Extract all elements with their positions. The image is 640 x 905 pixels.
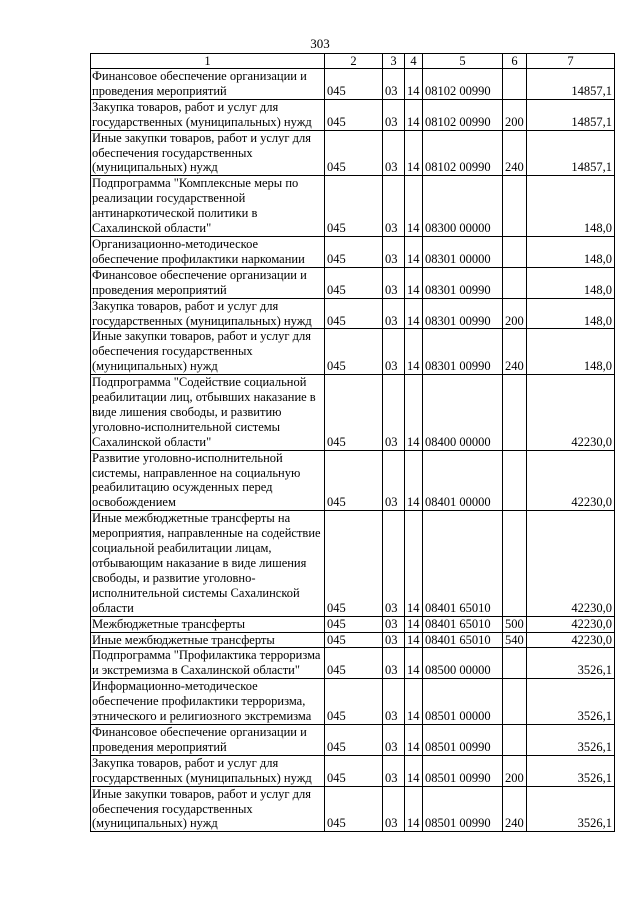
target-article-cell: 08400 00000 bbox=[423, 375, 503, 451]
ministry-code-cell: 045 bbox=[325, 679, 383, 725]
table-row bbox=[91, 755, 615, 786]
section-code-cell: 03 bbox=[383, 375, 405, 451]
subsection-code-cell: 14 bbox=[405, 329, 423, 375]
ministry-code-cell: 045 bbox=[325, 632, 383, 648]
amount-cell: 148,0 bbox=[527, 298, 615, 329]
column-number-row bbox=[91, 54, 615, 69]
section-code-cell: 03 bbox=[383, 176, 405, 237]
ministry-code-cell: 045 bbox=[325, 375, 383, 451]
table-row bbox=[91, 511, 615, 616]
amount-cell: 3526,1 bbox=[527, 755, 615, 786]
expense-type-cell bbox=[503, 267, 527, 298]
section-code-cell: 03 bbox=[383, 786, 405, 832]
target-article-cell: 08301 00990 bbox=[423, 267, 503, 298]
expense-type-cell bbox=[503, 679, 527, 725]
target-article-cell: 08501 00990 bbox=[423, 755, 503, 786]
table-body bbox=[91, 69, 615, 832]
expense-type-cell bbox=[503, 450, 527, 511]
ministry-code-cell: 045 bbox=[325, 511, 383, 616]
column-header: 6 bbox=[503, 54, 527, 69]
target-article-cell: 08301 00990 bbox=[423, 329, 503, 375]
expense-type-cell: 200 bbox=[503, 99, 527, 130]
ministry-code-cell: 045 bbox=[325, 724, 383, 755]
amount-cell: 148,0 bbox=[527, 236, 615, 267]
amount-cell: 42230,0 bbox=[527, 511, 615, 616]
target-article-cell: 08501 00000 bbox=[423, 679, 503, 725]
ministry-code-cell: 045 bbox=[325, 130, 383, 176]
subsection-code-cell: 14 bbox=[405, 648, 423, 679]
row-name-cell: Закупка товаров, работ и услуг для государственных (муниципальных) нужд bbox=[91, 99, 325, 130]
subsection-code-cell: 14 bbox=[405, 616, 423, 632]
row-name-cell: Иные межбюджетные трансферты bbox=[91, 632, 325, 648]
row-name-cell: Иные закупки товаров, работ и услуг для обеспечения государственных (муниципальных) нужд bbox=[91, 786, 325, 832]
section-code-cell: 03 bbox=[383, 298, 405, 329]
subsection-code-cell: 14 bbox=[405, 679, 423, 725]
expense-type-cell: 200 bbox=[503, 298, 527, 329]
amount-cell: 42230,0 bbox=[527, 632, 615, 648]
table-row bbox=[91, 329, 615, 375]
expense-type-cell bbox=[503, 69, 527, 100]
row-name-cell: Межбюджетные трансферты bbox=[91, 616, 325, 632]
ministry-code-cell: 045 bbox=[325, 99, 383, 130]
amount-cell: 42230,0 bbox=[527, 450, 615, 511]
section-code-cell: 03 bbox=[383, 99, 405, 130]
section-code-cell: 03 bbox=[383, 648, 405, 679]
column-header: 2 bbox=[325, 54, 383, 69]
table-row bbox=[91, 648, 615, 679]
subsection-code-cell: 14 bbox=[405, 130, 423, 176]
amount-cell: 3526,1 bbox=[527, 724, 615, 755]
expense-type-cell: 200 bbox=[503, 755, 527, 786]
target-article-cell: 08401 00000 bbox=[423, 450, 503, 511]
ministry-code-cell: 045 bbox=[325, 616, 383, 632]
row-name-cell: Закупка товаров, работ и услуг для государственных (муниципальных) нужд bbox=[91, 298, 325, 329]
table-row bbox=[91, 632, 615, 648]
row-name-cell: Иные закупки товаров, работ и услуг для обеспечения государственных (муниципальных) нужд bbox=[91, 329, 325, 375]
subsection-code-cell: 14 bbox=[405, 375, 423, 451]
column-header: 7 bbox=[527, 54, 615, 69]
subsection-code-cell: 14 bbox=[405, 755, 423, 786]
table-row bbox=[91, 450, 615, 511]
expense-type-cell bbox=[503, 511, 527, 616]
row-name-cell: Иные закупки товаров, работ и услуг для обеспечения государственных (муниципальных) нужд bbox=[91, 130, 325, 176]
expense-type-cell bbox=[503, 648, 527, 679]
amount-cell: 14857,1 bbox=[527, 69, 615, 100]
amount-cell: 3526,1 bbox=[527, 679, 615, 725]
amount-cell: 14857,1 bbox=[527, 99, 615, 130]
target-article-cell: 08401 65010 bbox=[423, 511, 503, 616]
amount-cell: 14857,1 bbox=[527, 130, 615, 176]
subsection-code-cell: 14 bbox=[405, 69, 423, 100]
expense-type-cell bbox=[503, 236, 527, 267]
target-article-cell: 08301 00000 bbox=[423, 236, 503, 267]
amount-cell: 148,0 bbox=[527, 176, 615, 237]
target-article-cell: 08102 00990 bbox=[423, 130, 503, 176]
ministry-code-cell: 045 bbox=[325, 329, 383, 375]
column-header: 3 bbox=[383, 54, 405, 69]
ministry-code-cell: 045 bbox=[325, 755, 383, 786]
row-name-cell: Закупка товаров, работ и услуг для государственных (муниципальных) нужд bbox=[91, 755, 325, 786]
section-code-cell: 03 bbox=[383, 616, 405, 632]
subsection-code-cell: 14 bbox=[405, 724, 423, 755]
table-row bbox=[91, 679, 615, 725]
amount-cell: 148,0 bbox=[527, 329, 615, 375]
target-article-cell: 08401 65010 bbox=[423, 632, 503, 648]
subsection-code-cell: 14 bbox=[405, 99, 423, 130]
expense-type-cell: 240 bbox=[503, 130, 527, 176]
section-code-cell: 03 bbox=[383, 679, 405, 725]
table-row bbox=[91, 298, 615, 329]
row-name-cell: Подпрограмма "Комплексные меры по реализации государственной антинаркотической политики в Сахалинской области" bbox=[91, 176, 325, 237]
expense-type-cell: 240 bbox=[503, 786, 527, 832]
row-name-cell: Финансовое обеспечение организации и проведения мероприятий bbox=[91, 724, 325, 755]
row-name-cell: Иные межбюджетные трансферты на мероприятия, направленные на содействие социальной реабилитации лицам, отбывающим наказание в виде лишения свободы, и развитие уголовно-исполнительной системы Сахалинской области bbox=[91, 511, 325, 616]
ministry-code-cell: 045 bbox=[325, 648, 383, 679]
row-name-cell: Развитие уголовно-исполнительной системы, направленное на социальную реабилитацию осужденных перед освобождением bbox=[91, 450, 325, 511]
target-article-cell: 08501 00990 bbox=[423, 724, 503, 755]
table-row bbox=[91, 176, 615, 237]
table-row bbox=[91, 616, 615, 632]
section-code-cell: 03 bbox=[383, 450, 405, 511]
target-article-cell: 08501 00990 bbox=[423, 786, 503, 832]
section-code-cell: 03 bbox=[383, 755, 405, 786]
expense-type-cell: 500 bbox=[503, 616, 527, 632]
target-article-cell: 08500 00000 bbox=[423, 648, 503, 679]
subsection-code-cell: 14 bbox=[405, 236, 423, 267]
section-code-cell: 03 bbox=[383, 511, 405, 616]
amount-cell: 42230,0 bbox=[527, 616, 615, 632]
section-code-cell: 03 bbox=[383, 69, 405, 100]
section-code-cell: 03 bbox=[383, 267, 405, 298]
column-header: 4 bbox=[405, 54, 423, 69]
section-code-cell: 03 bbox=[383, 632, 405, 648]
ministry-code-cell: 045 bbox=[325, 267, 383, 298]
ministry-code-cell: 045 bbox=[325, 236, 383, 267]
amount-cell: 42230,0 bbox=[527, 375, 615, 451]
ministry-code-cell: 045 bbox=[325, 786, 383, 832]
ministry-code-cell: 045 bbox=[325, 298, 383, 329]
expense-type-cell: 240 bbox=[503, 329, 527, 375]
table-row bbox=[91, 236, 615, 267]
target-article-cell: 08300 00000 bbox=[423, 176, 503, 237]
column-header: 1 bbox=[91, 54, 325, 69]
subsection-code-cell: 14 bbox=[405, 176, 423, 237]
expense-type-cell bbox=[503, 724, 527, 755]
subsection-code-cell: 14 bbox=[405, 786, 423, 832]
target-article-cell: 08102 00990 bbox=[423, 99, 503, 130]
subsection-code-cell: 14 bbox=[405, 298, 423, 329]
subsection-code-cell: 14 bbox=[405, 450, 423, 511]
table-row bbox=[91, 69, 615, 100]
section-code-cell: 03 bbox=[383, 130, 405, 176]
amount-cell: 3526,1 bbox=[527, 786, 615, 832]
ministry-code-cell: 045 bbox=[325, 69, 383, 100]
row-name-cell: Финансовое обеспечение организации и проведения мероприятий bbox=[91, 69, 325, 100]
table-row bbox=[91, 267, 615, 298]
target-article-cell: 08102 00990 bbox=[423, 69, 503, 100]
row-name-cell: Подпрограмма "Содействие социальной реабилитации лиц, отбывших наказание в виде лишения свободы, и развитию уголовно-исполнительной системы Сахалинской области" bbox=[91, 375, 325, 451]
target-article-cell: 08401 65010 bbox=[423, 616, 503, 632]
expense-type-cell bbox=[503, 176, 527, 237]
table-row bbox=[91, 130, 615, 176]
subsection-code-cell: 14 bbox=[405, 511, 423, 616]
section-code-cell: 03 bbox=[383, 724, 405, 755]
target-article-cell: 08301 00990 bbox=[423, 298, 503, 329]
page-number: 303 bbox=[310, 36, 330, 51]
ministry-code-cell: 045 bbox=[325, 176, 383, 237]
amount-cell: 3526,1 bbox=[527, 648, 615, 679]
table-row bbox=[91, 786, 615, 832]
expense-type-cell: 540 bbox=[503, 632, 527, 648]
table-row bbox=[91, 375, 615, 451]
subsection-code-cell: 14 bbox=[405, 632, 423, 648]
ministry-code-cell: 045 bbox=[325, 450, 383, 511]
table-row bbox=[91, 724, 615, 755]
subsection-code-cell: 14 bbox=[405, 267, 423, 298]
section-code-cell: 03 bbox=[383, 329, 405, 375]
budget-table bbox=[90, 53, 615, 832]
row-name-cell: Информационно-методическое обеспечение профилактики терроризма, этнического и религиозного экстремизма bbox=[91, 679, 325, 725]
table-row bbox=[91, 99, 615, 130]
row-name-cell: Организационно-методическое обеспечение профилактики наркомании bbox=[91, 236, 325, 267]
section-code-cell: 03 bbox=[383, 236, 405, 267]
amount-cell: 148,0 bbox=[527, 267, 615, 298]
row-name-cell: Финансовое обеспечение организации и проведения мероприятий bbox=[91, 267, 325, 298]
row-name-cell: Подпрограмма "Профилактика терроризма и экстремизма в Сахалинской области" bbox=[91, 648, 325, 679]
expense-type-cell bbox=[503, 375, 527, 451]
column-header: 5 bbox=[423, 54, 503, 69]
